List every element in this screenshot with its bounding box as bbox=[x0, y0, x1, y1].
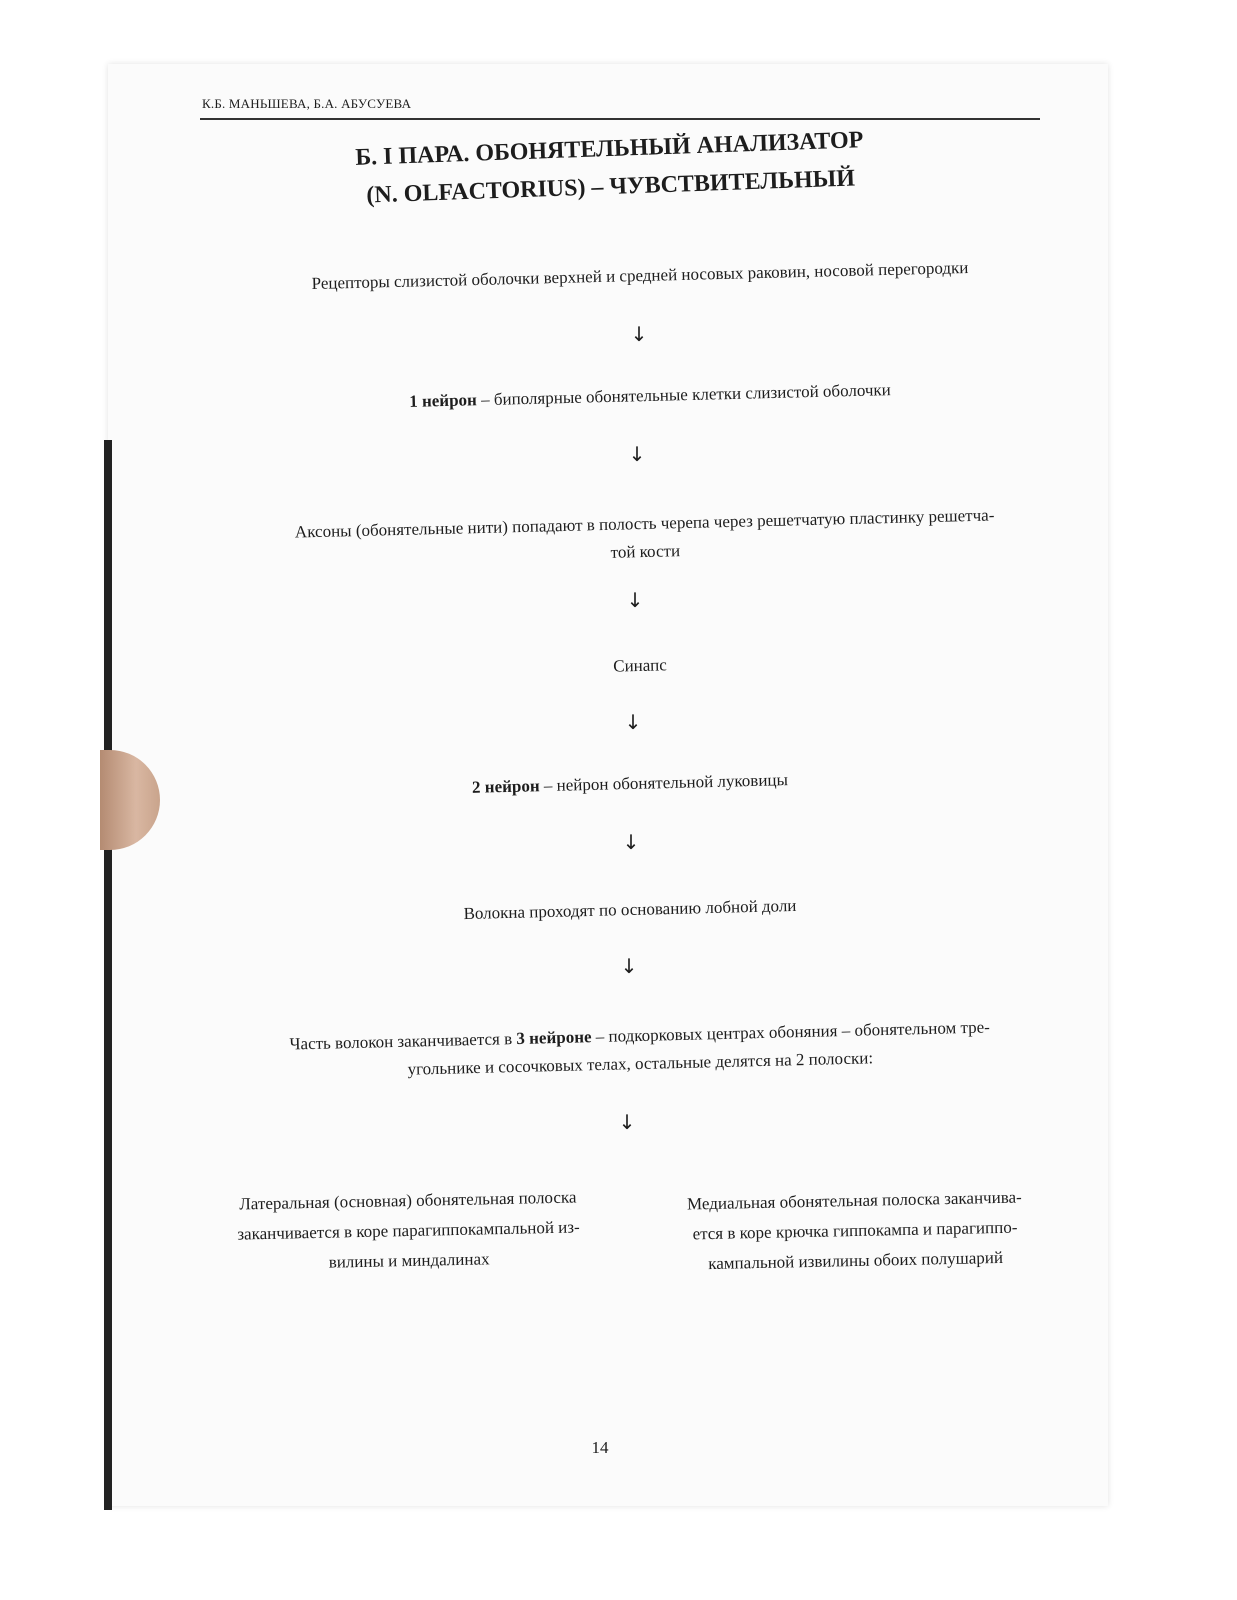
neuron-1-label: 1 нейрон bbox=[408, 390, 478, 411]
medial-line-1: Медиальная обонятельная полоска заканчива- bbox=[686, 1187, 1022, 1214]
medial-line-2: ется в коре крючка гиппокампа и парагиппо- bbox=[692, 1217, 1018, 1244]
part-line-1-end: – подкорковых центрах обоняния – обонятельном тре- bbox=[591, 1017, 991, 1047]
book-edge bbox=[104, 440, 112, 1510]
lateral-line-3: вилины и миндалинах bbox=[328, 1249, 490, 1272]
title-line-2: (N. OLFACTORIUS) – ЧУВСТВИТЕЛЬНЫЙ bbox=[365, 165, 856, 209]
lateral-line-1: Латеральная (основная) обонятельная полоска bbox=[239, 1187, 577, 1214]
arrow-down-icon: ↓ bbox=[630, 322, 648, 346]
title-line-1: Б. I ПАРА. ОБОНЯТЕЛЬНЫЙ АНАЛИЗАТОР bbox=[354, 127, 864, 171]
arrow-down-icon: ↓ bbox=[624, 710, 642, 734]
header-authors: К.Б. МАНЬШЕВА, Б.А. АБУСУЕВА bbox=[202, 96, 412, 111]
part-line-2: угольнике и сосочковых телах, остальные делятся на 2 полоски: bbox=[407, 1048, 874, 1079]
lateral-line-2: заканчивается в коре парагиппокампальной из- bbox=[237, 1217, 580, 1244]
arrow-down-icon: ↓ bbox=[618, 1110, 636, 1134]
neuron-1-description: – биполярные обонятельные клетки слизистой оболочки bbox=[476, 380, 892, 410]
synapse-text: Синапс bbox=[613, 655, 667, 676]
neuron-3-label: 3 нейроне bbox=[516, 1027, 592, 1049]
neuron-2-label: 2 нейрон bbox=[471, 776, 540, 797]
axons-line-2: той кости bbox=[610, 541, 681, 562]
part-line-1-start: Часть волокон заканчивается в bbox=[289, 1029, 517, 1054]
running-header bbox=[200, 96, 1040, 120]
receptors-text: Рецепторы слизистой оболочки верхней и средней носовых раковин, носовой перегородки bbox=[311, 257, 969, 294]
arrow-down-icon: ↓ bbox=[620, 954, 638, 978]
fibers-text: Волокна проходят по основанию лобной доли bbox=[463, 895, 797, 924]
arrow-down-icon: ↓ bbox=[628, 442, 646, 466]
page-number: 14 bbox=[591, 1438, 609, 1457]
lateral-stria-text bbox=[195, 1182, 622, 1281]
axons-line-1: Аксоны (обонятельные нити) попадают в полость черепа через решетчатую пластинку решетча- bbox=[294, 505, 995, 542]
neuron-2-description: – нейрон обонятельной луковицы bbox=[539, 770, 789, 796]
arrow-down-icon: ↓ bbox=[622, 830, 640, 854]
medial-stria-text bbox=[629, 1181, 1081, 1280]
medial-line-3: кампальной извилины обоих полушарий bbox=[708, 1247, 1004, 1274]
arrow-down-icon: ↓ bbox=[626, 588, 644, 612]
